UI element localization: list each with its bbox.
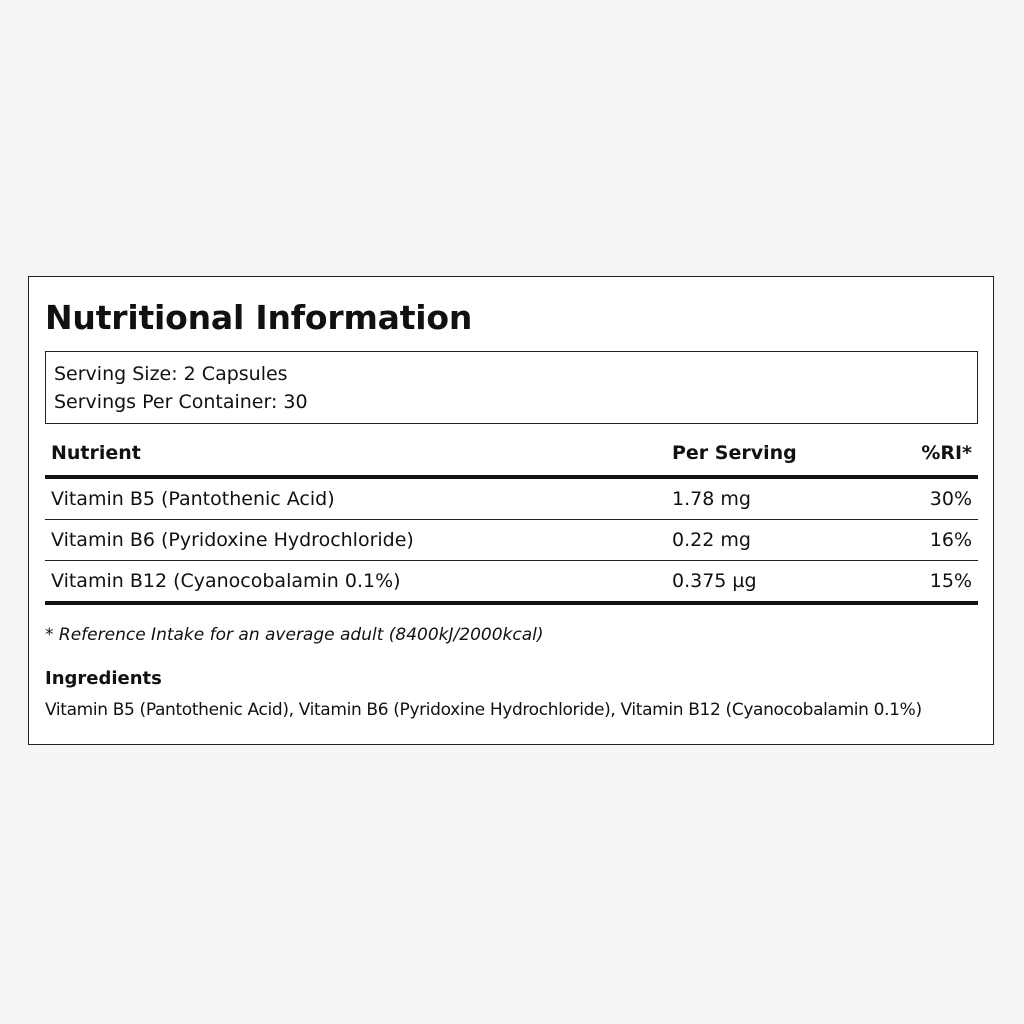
nutrient-name: Vitamin B12 (Cyanocobalamin 0.1%) — [51, 570, 401, 592]
ingredients-list: Vitamin B5 (Pantothenic Acid), Vitamin B6 (Pyridoxine Hydrochloride), Vitamin B12 (Cyanocobalamin 0.1%) — [45, 700, 922, 720]
serving-info-box — [45, 351, 978, 424]
table-row — [45, 479, 978, 520]
reference-intake-footnote: * Reference Intake for an average adult (8400kJ/2000kcal) — [45, 625, 544, 645]
nutrient-name: Vitamin B5 (Pantothenic Acid) — [51, 488, 335, 510]
page-title: Nutritional Information — [45, 298, 473, 337]
per-serving-value: 0.22 mg — [672, 529, 751, 551]
ri-value: 15% — [929, 570, 972, 592]
ri-value: 16% — [929, 529, 972, 551]
header-per-serving: Per Serving — [672, 442, 797, 464]
nutrient-name: Vitamin B6 (Pyridoxine Hydrochloride) — [51, 529, 414, 551]
per-serving-value: 1.78 mg — [672, 488, 751, 510]
per-serving-value: 0.375 µg — [672, 570, 757, 592]
nutrient-table — [45, 442, 978, 605]
header-nutrient: Nutrient — [51, 442, 141, 464]
table-row — [45, 561, 978, 605]
table-header-row — [45, 442, 978, 479]
serving-size: Serving Size: 2 Capsules — [54, 363, 288, 385]
ingredients-heading: Ingredients — [45, 668, 162, 689]
table-row — [45, 520, 978, 561]
nutrition-panel — [28, 276, 994, 745]
servings-per-container: Servings Per Container: 30 — [54, 391, 308, 413]
header-ri: %RI* — [921, 442, 972, 464]
ri-value: 30% — [929, 488, 972, 510]
